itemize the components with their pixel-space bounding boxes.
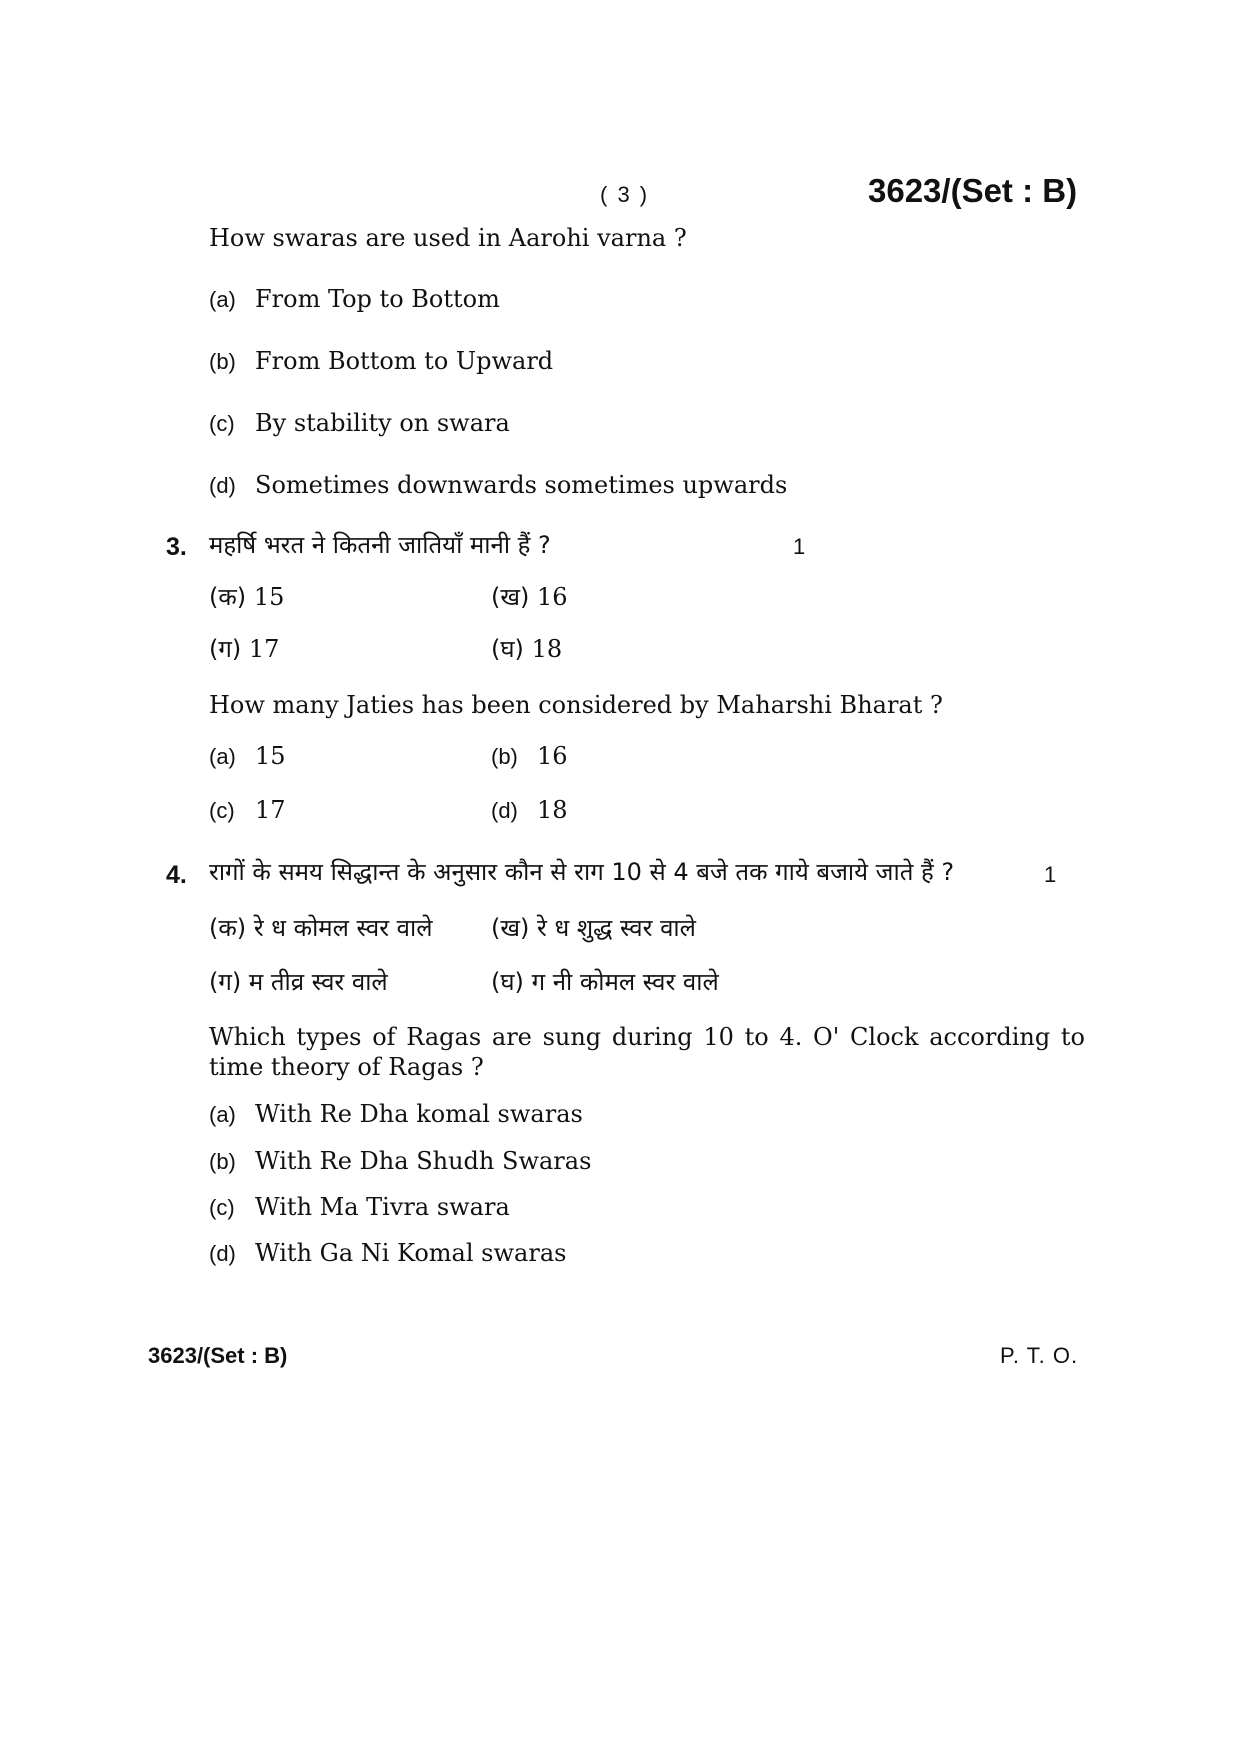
option-label: (ख) [491,583,530,611]
option-text: Sometimes downwards sometimes upwards [255,471,788,499]
q4-number: 4. [166,861,187,889]
option-text: म तीव्र स्वर वाले [248,968,388,996]
q3-hindi-option-1 [209,580,284,613]
q3-hindi-option-4 [491,632,562,665]
q3-marks: 1 [793,534,806,559]
option-text: With Ma Tivra swara [255,1193,510,1221]
option-text: 16 [537,742,568,770]
q3-english-option-c [209,796,286,824]
q3-hindi-question: महर्षि भरत ने कितनी जातियाँ मानी हैं ? [209,531,551,559]
option-label: (c) [209,1195,235,1220]
option-text: 17 [255,796,286,824]
q4-hindi-option-4 [491,965,719,998]
q4-hindi-option-3 [209,965,388,998]
q3-english-question: How many Jaties has been considered by Maharshi Bharat ? [209,691,943,719]
option-text: By stability on swara [255,409,510,437]
option-label: (b) [209,349,236,374]
q4-hindi-option-2 [491,911,696,944]
option-text: From Bottom to Upward [255,347,554,375]
option-label: (b) [491,744,518,769]
q3-number: 3. [166,533,187,561]
option-label: (ग) [209,635,242,663]
option-label: (घ) [491,968,524,996]
q4-marks: 1 [1044,862,1057,887]
q4-english-option-c [209,1193,510,1221]
option-text: From Top to Bottom [255,285,500,313]
option-text: 17 [248,635,280,663]
option-text: With Re Dha komal swaras [255,1100,583,1128]
q4-hindi-question: रागों के समय सिद्धान्त के अनुसार कौन से राग 10 से 4 बजे तक गाये बजाये जाते हैं ? [209,858,955,886]
option-text: 16 [537,583,568,611]
option-text: 18 [537,796,568,824]
q3-english-option-b [491,742,568,770]
option-text: 18 [531,635,563,663]
paper-code-footer: 3623/(Set : B) [148,1343,288,1368]
q3-english-option-a [209,742,286,770]
option-label: (d) [209,473,236,498]
paper-code-header: 3623/(Set : B) [868,172,1078,209]
option-text: रे ध शुद्ध स्वर वाले [537,914,696,942]
pto-note: P. T. O. [1000,1343,1079,1368]
q2-option-d [209,471,787,499]
option-label: (a) [209,287,236,312]
option-label: (d) [491,798,518,823]
option-label: (क) [209,583,247,611]
q4-english-option-d [209,1239,566,1267]
option-text: रे ध कोमल स्वर वाले [253,914,433,942]
q2-option-a [209,285,500,313]
option-label: (ख) [491,914,530,942]
option-label: (घ) [491,635,524,663]
q2-english-question: How swaras are used in Aarohi varna ? [209,224,687,252]
option-label: (d) [209,1241,236,1266]
q2-option-c [209,409,510,437]
option-label: (a) [209,744,236,769]
option-text: 15 [253,583,285,611]
option-text: With Re Dha Shudh Swaras [255,1147,592,1175]
option-label: (क) [209,914,247,942]
q4-hindi-option-1 [209,911,433,944]
page-number: ( 3 ) [600,182,650,207]
option-label: (b) [209,1149,236,1174]
option-label: (c) [209,411,235,436]
option-label: (a) [209,1102,236,1127]
q4-english-option-a [209,1100,583,1128]
option-text: 15 [255,742,286,770]
option-text: With Ga Ni Komal swaras [255,1239,567,1267]
option-label: (ग) [209,968,242,996]
option-label: (c) [209,798,235,823]
q4-english-question: Which types of Ragas are sung during 10 to 4. O' Clock according to time theory of Ragas ? [209,1023,1085,1081]
q2-option-b [209,347,553,375]
q4-english-option-b [209,1147,591,1175]
q3-hindi-option-3 [209,632,279,665]
q3-hindi-option-2 [491,580,568,613]
option-text: ग नी कोमल स्वर वाले [531,968,719,996]
q3-english-option-d [491,796,568,824]
